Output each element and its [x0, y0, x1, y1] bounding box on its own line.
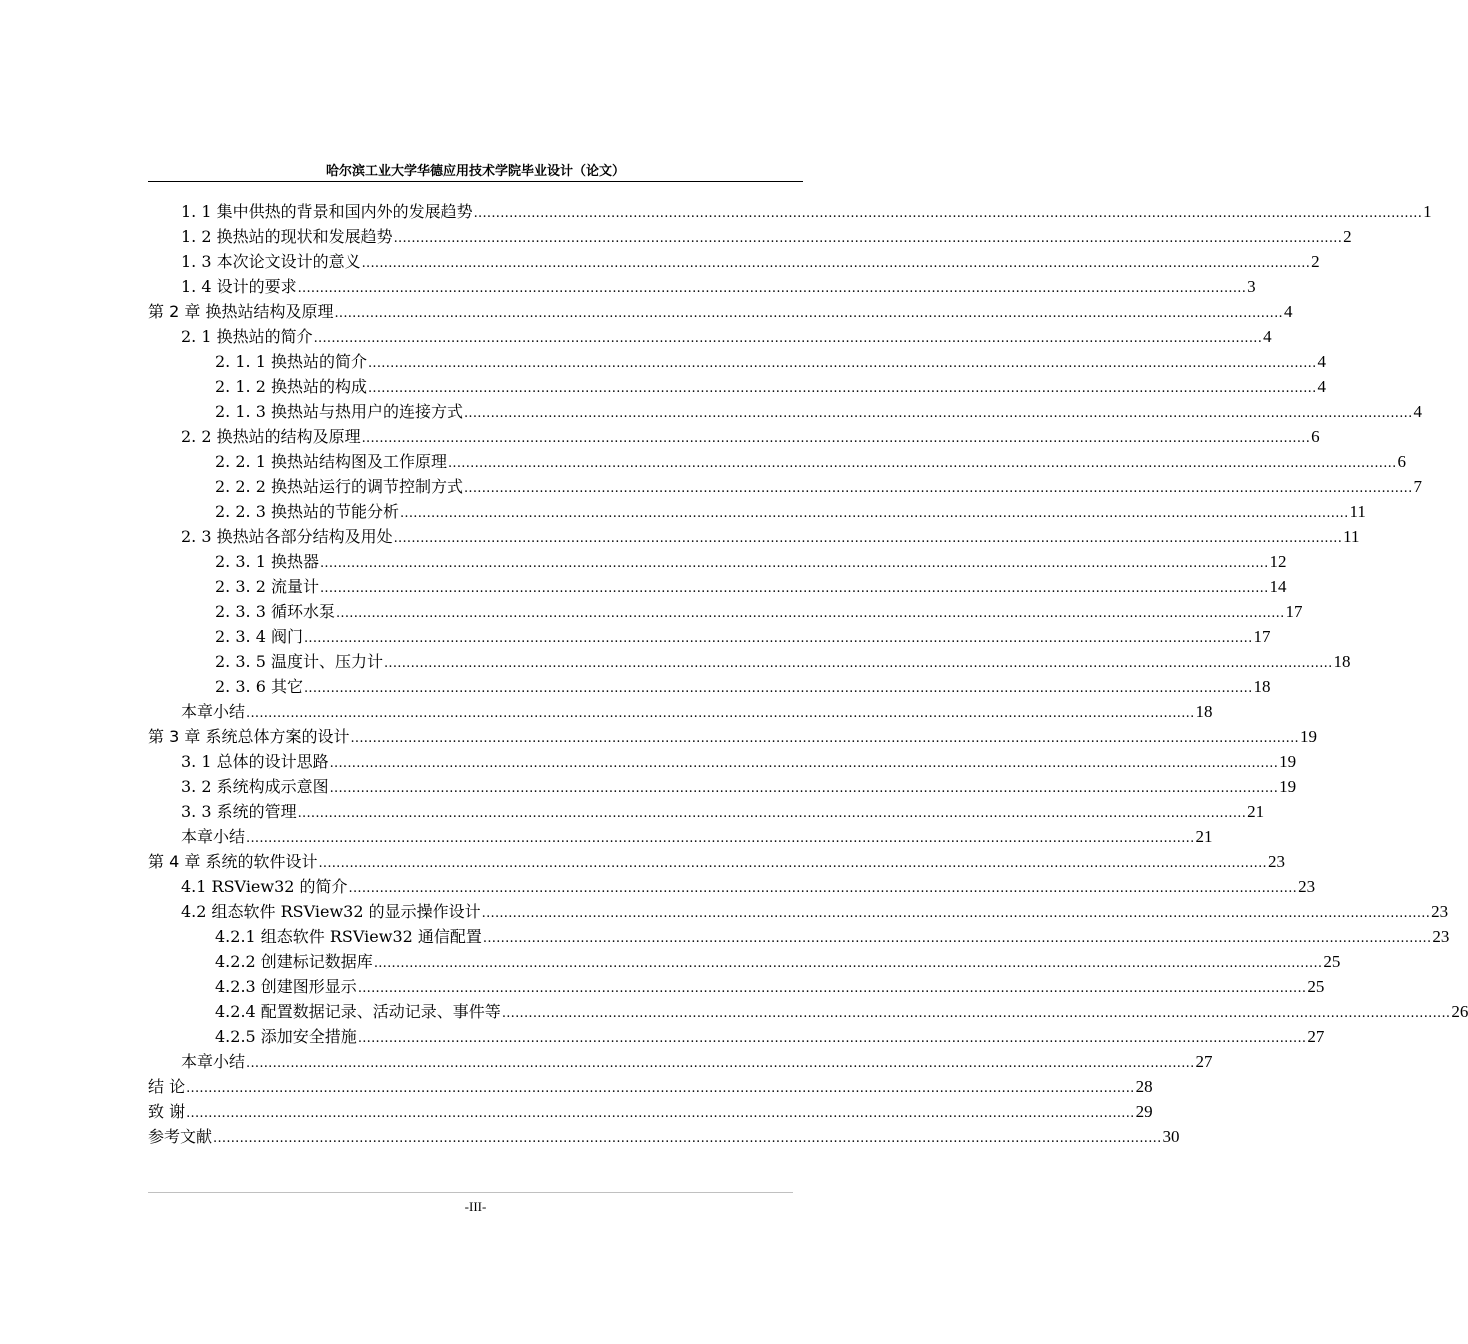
toc-dot-leader: ......................................................................................................................................................................................................................	[297, 281, 1247, 296]
toc-dot-leader: ......................................................................................................................................................................................................................	[481, 906, 1431, 921]
toc-entry-page: 18	[1333, 652, 1351, 671]
toc-entry	[148, 924, 1450, 949]
toc-dot-leader: ......................................................................................................................................................................................................................	[393, 231, 1343, 246]
toc-entry-label: 2. 3 换热站各部分结构及用处	[181, 527, 393, 546]
toc-dot-leader: ......................................................................................................................................................................................................................	[482, 931, 1432, 946]
toc-entry-page: 23	[1431, 902, 1449, 921]
toc-dot-leader: ......................................................................................................................................................................................................................	[318, 856, 1267, 871]
toc-dot-leader: ......................................................................................................................................................................................................................	[463, 481, 1413, 496]
toc-entry	[148, 574, 1287, 599]
toc-entry-page: 14	[1269, 577, 1287, 596]
toc-dot-leader: ......................................................................................................................................................................................................................	[319, 556, 1269, 571]
toc-entry-label: 2. 2 换热站的结构及原理	[181, 427, 361, 446]
toc-entry	[148, 899, 1449, 924]
toc-entry-label: 参考文献	[148, 1127, 213, 1146]
toc-entry-label: 2. 3. 2 流量计	[215, 577, 319, 596]
toc-entry	[148, 1024, 1325, 1049]
toc-entry	[148, 699, 1213, 724]
toc-entry-label: 本章小结	[181, 702, 246, 721]
toc-entry	[148, 649, 1351, 674]
toc-dot-leader: ......................................................................................................................................................................................................................	[329, 756, 1279, 771]
toc-entry	[148, 999, 1468, 1024]
toc-entry-page: 28	[1135, 1077, 1153, 1096]
toc-entry-label: 3. 2 系统构成示意图	[181, 777, 329, 796]
toc-entry-page: 17	[1253, 627, 1271, 646]
toc-entry-label: 2. 1 换热站的简介	[181, 327, 313, 346]
toc-dot-leader: ......................................................................................................................................................................................................................	[367, 356, 1317, 371]
toc-entry	[148, 749, 1297, 774]
toc-dot-leader: ......................................................................................................................................................................................................................	[319, 581, 1269, 596]
toc-dot-leader: ......................................................................................................................................................................................................................	[350, 731, 1299, 746]
toc-entry	[148, 324, 1272, 349]
toc-entry	[148, 274, 1256, 299]
toc-entry-page: 6	[1397, 452, 1406, 471]
toc-dot-leader: ......................................................................................................................................................................................................................	[186, 1081, 1135, 1096]
toc-entry-label: 本章小结	[181, 827, 246, 846]
toc-entry	[148, 474, 1422, 499]
toc-dot-leader: ......................................................................................................................................................................................................................	[246, 706, 1195, 721]
toc-entry-page: 23	[1298, 877, 1316, 896]
toc-dot-leader: ......................................................................................................................................................................................................................	[329, 781, 1279, 796]
toc-entry-page: 6	[1311, 427, 1320, 446]
toc-entry	[148, 624, 1271, 649]
toc-entry-label: 第 2 章 换热站结构及原理	[148, 302, 334, 321]
toc-entry-page: 2	[1311, 252, 1320, 271]
toc-entry-label: 4.2.5 添加安全措施	[215, 1027, 357, 1046]
toc-entry	[148, 774, 1297, 799]
document-header-title: 哈尔滨工业大学华德应用技术学院毕业设计（论文）	[325, 164, 625, 179]
toc-entry-label: 结 论	[148, 1077, 186, 1096]
toc-entry	[148, 224, 1352, 249]
toc-entry	[148, 299, 1293, 324]
toc-entry-page: 2	[1343, 227, 1352, 246]
toc-entry-page: 27	[1195, 1052, 1213, 1071]
toc-entry-page: 12	[1269, 552, 1287, 571]
toc-entry-label: 4.2.2 创建标记数据库	[215, 952, 373, 971]
toc-entry	[148, 1099, 1153, 1124]
toc-entry-label: 2. 2. 3 换热站的节能分析	[215, 502, 399, 521]
toc-entry-page: 19	[1279, 777, 1297, 796]
toc-entry-page: 21	[1195, 827, 1213, 846]
toc-dot-leader: ......................................................................................................................................................................................................................	[297, 806, 1247, 821]
toc-entry-label: 2. 2. 1 换热站结构图及工作原理	[215, 452, 447, 471]
toc-entry-page: 4	[1413, 402, 1422, 421]
toc-dot-leader: ......................................................................................................................................................................................................................	[361, 256, 1311, 271]
page-number: -III-	[464, 1199, 487, 1214]
toc-entry-page: 19	[1299, 727, 1317, 746]
toc-entry-label: 3. 3 系统的管理	[181, 802, 297, 821]
toc-entry-label: 第 4 章 系统的软件设计	[148, 852, 318, 871]
toc-entry-page: 23	[1432, 927, 1450, 946]
toc-entry	[148, 399, 1422, 424]
toc-entry-page: 27	[1307, 1027, 1325, 1046]
toc-dot-leader: ......................................................................................................................................................................................................................	[334, 306, 1283, 321]
toc-entry-page: 19	[1279, 752, 1297, 771]
toc-entry	[148, 1074, 1153, 1099]
toc-entry	[148, 424, 1320, 449]
table-of-contents	[148, 199, 1468, 1149]
toc-entry	[148, 849, 1285, 874]
toc-entry	[148, 499, 1366, 524]
toc-entry	[148, 199, 1432, 224]
toc-entry	[148, 449, 1406, 474]
toc-entry-label: 4.2.4 配置数据记录、活动记录、事件等	[215, 1002, 501, 1021]
toc-entry-page: 18	[1253, 677, 1271, 696]
toc-entry-label: 1. 3 本次论文设计的意义	[181, 252, 361, 271]
toc-dot-leader: ......................................................................................................................................................................................................................	[303, 681, 1253, 696]
toc-entry	[148, 974, 1325, 999]
toc-entry-label: 2. 3. 6 其它	[215, 677, 303, 696]
toc-entry-page: 23	[1267, 852, 1285, 871]
toc-entry-page: 25	[1307, 977, 1325, 996]
toc-entry-label: 2. 3. 3 循环水泵	[215, 602, 335, 621]
toc-dot-leader: ......................................................................................................................................................................................................................	[473, 206, 1423, 221]
toc-entry-label: 本章小结	[181, 1052, 246, 1071]
toc-entry-label: 1. 4 设计的要求	[181, 277, 297, 296]
toc-entry-page: 29	[1135, 1102, 1153, 1121]
toc-entry-page: 17	[1285, 602, 1303, 621]
toc-entry	[148, 799, 1265, 824]
toc-entry-page: 18	[1195, 702, 1213, 721]
toc-entry-label: 2. 2. 2 换热站运行的调节控制方式	[215, 477, 463, 496]
toc-entry-label: 2. 3. 4 阀门	[215, 627, 303, 646]
toc-entry	[148, 949, 1341, 974]
toc-entry	[148, 674, 1271, 699]
toc-entry-label: 4.2.1 组态软件 RSView32 通信配置	[215, 927, 482, 946]
toc-entry-page: 26	[1451, 1002, 1468, 1021]
toc-entry-page: 25	[1323, 952, 1341, 971]
toc-entry-page: 3	[1247, 277, 1256, 296]
toc-entry-label: 2. 3. 1 换热器	[215, 552, 319, 571]
toc-entry	[148, 349, 1326, 374]
toc-entry-page: 11	[1349, 502, 1366, 521]
toc-entry-label: 4.2 组态软件 RSView32 的显示操作设计	[181, 902, 481, 921]
toc-entry-page: 1	[1423, 202, 1432, 221]
toc-entry-page: 4	[1317, 352, 1326, 371]
toc-entry	[148, 374, 1326, 399]
toc-dot-leader: ......................................................................................................................................................................................................................	[373, 956, 1323, 971]
toc-dot-leader: ......................................................................................................................................................................................................................	[393, 531, 1343, 546]
toc-entry-page: 11	[1343, 527, 1360, 546]
toc-entry	[148, 599, 1303, 624]
toc-entry-page: 30	[1162, 1127, 1180, 1146]
toc-entry-label: 1. 2 换热站的现状和发展趋势	[181, 227, 393, 246]
toc-entry-label: 1. 1 集中供热的背景和国内外的发展趋势	[181, 202, 473, 221]
toc-entry-label: 2. 1. 1 换热站的简介	[215, 352, 367, 371]
toc-entry-label: 2. 3. 5 温度计、压力计	[215, 652, 383, 671]
toc-entry-label: 2. 1. 2 换热站的构成	[215, 377, 367, 396]
toc-dot-leader: ......................................................................................................................................................................................................................	[186, 1106, 1135, 1121]
toc-entry-label: 致 谢	[148, 1102, 186, 1121]
toc-entry-label: 4.1 RSView32 的简介	[181, 877, 348, 896]
toc-dot-leader: ......................................................................................................................................................................................................................	[501, 1006, 1451, 1021]
toc-entry-page: 7	[1413, 477, 1422, 496]
toc-dot-leader: ......................................................................................................................................................................................................................	[447, 456, 1397, 471]
toc-entry	[148, 549, 1287, 574]
toc-entry-label: 2. 1. 3 换热站与热用户的连接方式	[215, 402, 463, 421]
toc-entry	[148, 874, 1316, 899]
toc-dot-leader: ......................................................................................................................................................................................................................	[367, 381, 1317, 396]
toc-entry	[148, 724, 1317, 749]
toc-dot-leader: ......................................................................................................................................................................................................................	[357, 1031, 1307, 1046]
toc-dot-leader: ......................................................................................................................................................................................................................	[399, 506, 1349, 521]
toc-dot-leader: ......................................................................................................................................................................................................................	[313, 331, 1263, 346]
toc-dot-leader: ......................................................................................................................................................................................................................	[357, 981, 1307, 996]
toc-entry	[148, 1049, 1213, 1074]
toc-entry	[148, 824, 1213, 849]
toc-entry-page: 4	[1263, 327, 1272, 346]
toc-entry-page: 21	[1247, 802, 1265, 821]
toc-dot-leader: ......................................................................................................................................................................................................................	[361, 431, 1311, 446]
toc-dot-leader: ......................................................................................................................................................................................................................	[335, 606, 1285, 621]
toc-dot-leader: ......................................................................................................................................................................................................................	[463, 406, 1413, 421]
toc-entry	[148, 524, 1360, 549]
toc-dot-leader: ......................................................................................................................................................................................................................	[246, 1056, 1195, 1071]
toc-dot-leader: ......................................................................................................................................................................................................................	[383, 656, 1333, 671]
toc-entry	[148, 1124, 1180, 1149]
toc-entry-page: 4	[1283, 302, 1293, 321]
toc-entry-label: 4.2.3 创建图形显示	[215, 977, 357, 996]
toc-dot-leader: ......................................................................................................................................................................................................................	[213, 1131, 1162, 1146]
toc-entry-page: 4	[1317, 377, 1326, 396]
header-divider	[148, 181, 803, 182]
toc-dot-leader: ......................................................................................................................................................................................................................	[348, 881, 1298, 896]
toc-entry	[148, 249, 1320, 274]
toc-entry-label: 3. 1 总体的设计思路	[181, 752, 329, 771]
toc-entry-label: 第 3 章 系统总体方案的设计	[148, 727, 350, 746]
toc-dot-leader: ......................................................................................................................................................................................................................	[246, 831, 1195, 846]
footer-divider	[148, 1192, 793, 1193]
toc-dot-leader: ......................................................................................................................................................................................................................	[303, 631, 1253, 646]
